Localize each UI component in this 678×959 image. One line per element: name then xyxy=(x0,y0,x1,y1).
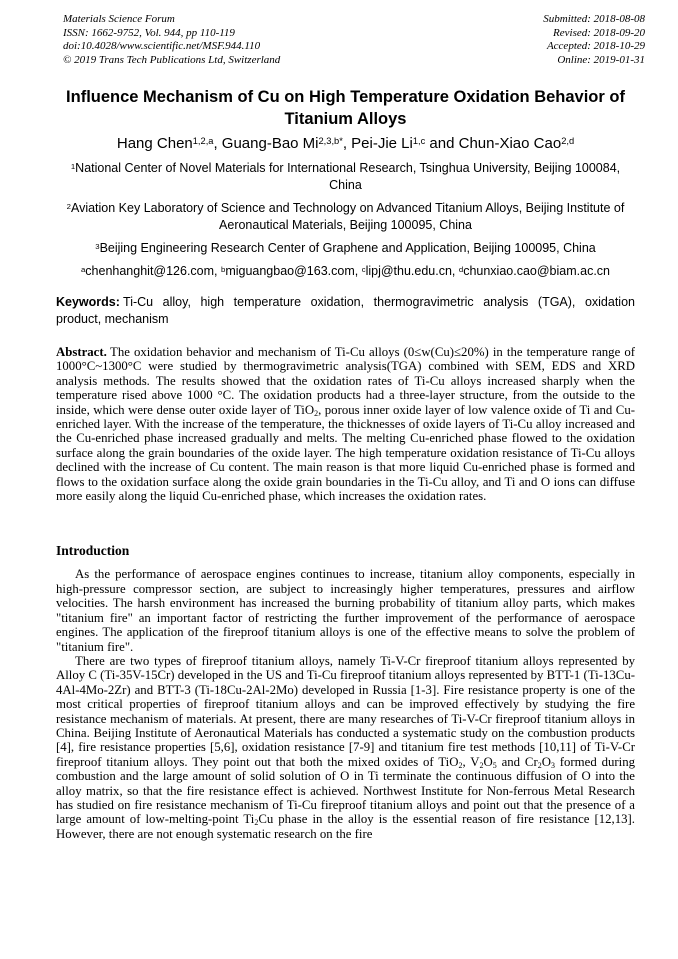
section-heading-introduction: Introduction xyxy=(56,543,130,559)
journal-header xyxy=(63,13,645,67)
abstract-label: Abstract. xyxy=(56,345,107,359)
issn-volume-line: ISSN: 1662-9752, Vol. 944, pp 110-119 xyxy=(63,26,235,39)
paper-body xyxy=(56,86,635,841)
submission-dates xyxy=(543,13,645,67)
keywords-block xyxy=(56,294,635,328)
revised-date: Revised: 2018-09-20 xyxy=(553,26,645,39)
introduction-paragraph-2: There are two types of fireproof titanium alloys, namely Ti-V-Cr fireproof titanium alloys represented by Alloy C (Ti-35V-15Cr) developed in the US and Ti-Cu fireproof titanium alloys represented by BTT-1 (Ti-13Cu-4Al-4Mo-2Zr) and BTT-3 (Ti-18Cu-2Al-2Mo) developed in Russia [1-3]. Fire resistance property is one of the most critical properties of fireproof titanium alloys and can be improved effectively by studying the fire resistance mechanism of materials. At present, there are many researches of Ti-V-Cr fireproof titanium alloys in China. Beijing Institute of Aeronautical Materials has conducted a systematic study on the combustion products [4], fire resistance properties [5,6], oxidation resistance [7-9] and titanium fire test methods [10,11] of Ti-V-Cr fireproof titanium alloys. They point out that both the mixed oxides of TiO$_2$, $V_2O_5$ and $Cr_2O_3$ formed during combustion and the large amount of solid solution of O in Ti terminate the continuous diffusion of O into the alloy matrix, so that the fire resistance effect is achieved. Northwest Institute for Non-ferrous Metal Research has studied on fire resistance mechanism of Ti-Cu fireproof titanium alloys and point out that the presence of a large amount of low-melting-point $Ti_2Cu$ phase in the alloy is the essential reason of fire resistance [12,13]. However, there are not enough systematic research on the fire xyxy=(56,653,635,841)
copyright-line: © 2019 Trans Tech Publications Ltd, Switzerland xyxy=(63,53,281,66)
author-emails: $^a$chenhanghit@126.com, $^b$miguangbao@163.com, $^c$lipj@thu.edu.cn, $^d$chunxiao.cao@biam.ac.cn xyxy=(80,264,610,278)
submitted-date: Submitted: 2018-08-08 xyxy=(543,13,645,25)
paper-title: Influence Mechanism of Cu on High Temperature Oxidation Behavior of Titanium Alloys xyxy=(66,88,625,128)
abstract-block xyxy=(56,345,635,503)
online-date: Online: 2019-01-31 xyxy=(557,53,645,66)
abstract-text: The oxidation behavior and mechanism of Ti-Cu alloys (0≤w(Cu)≤20%) in the temperature range of 1000°C~1300°C were studied by thermogravimetric analysis(TGA) combined with SEM, EDS and XRD analysis methods. The results showed that the oxidation rates of Ti-Cu alloys increased sharply when the temperature rised above 1000 °C. The oxidation products had a three-layer structure, from the outside to the inside, which were dense outer oxide layer of TiO$_2$, porous inner oxide layer of low valence oxide of Ti and Cu-enriched layer. With the increase of the temperature, the thicknesses of oxide layers of Ti-Cu alloy increased and the Cu-enriched phase increased gradually and melts. The melting Cu-enriched phase flowed to the oxidation surface along the grain boundaries of the oxide layer. The high temperature oxidation resistance of Ti-Cu alloys declined with the increase of Cu content. The main reason is that more liquid Cu-enriched phase is formed and flows to the oxidation surface along the oxide grain boundaries in the Ti-Cu alloy, and Ti and O ions can diffuse more easily along the liquid Cu-enriched phase, which increases the oxidation rates. xyxy=(56,345,636,504)
introduction-paragraph-1: As the performance of aerospace engines continues to increase, titanium alloy components, especially in high-pressure compressor section, are subject to increasingly higher temperatures, pressures and airflow velocities. The harsh environment has increased the burning probability of titanium alloy parts, which makes "titanium fire" an important factor of restricting the further improvement of the performance of aerospace engines. The application of the fireproof titanium alloys is one of the effective means to solve the problem of "titanium fire". xyxy=(56,567,635,654)
keywords-label: Keywords: xyxy=(56,295,120,309)
journal-info xyxy=(63,13,280,67)
doi-line: doi:10.4028/www.scientific.net/MSF.944.110 xyxy=(63,40,261,52)
authors-line: Hang Chen$^{1,2,a}$, Guang-Bao $Mi^{2,3,b*}$, Pei-Jie Li$^{1,c}$ and Chun-Xiao Cao$^{2,d}$ xyxy=(116,135,575,152)
accepted-date: Accepted: 2018-10-29 xyxy=(546,40,645,52)
affiliation-3: $^3$Beijing Engineering Research Center of Graphene and Application, Beijing 100095, China xyxy=(95,241,596,255)
keywords-text: Ti-Cu alloy, high temperature oxidation, thermogravimetric analysis (TGA), oxidation product, mechanism xyxy=(56,295,635,326)
affiliation-2: $^2$Aviation Key Laboratory of Science and Technology on Advanced Titanium Alloys, Beijing Institute of Aeronautical Materials, Beijing 100095, China xyxy=(66,201,625,232)
affiliation-1: $^1$National Center of Novel Materials for International Research, Tsinghua University, Beijing 100084, China xyxy=(70,161,621,192)
journal-name: Materials Science Forum xyxy=(63,13,175,25)
